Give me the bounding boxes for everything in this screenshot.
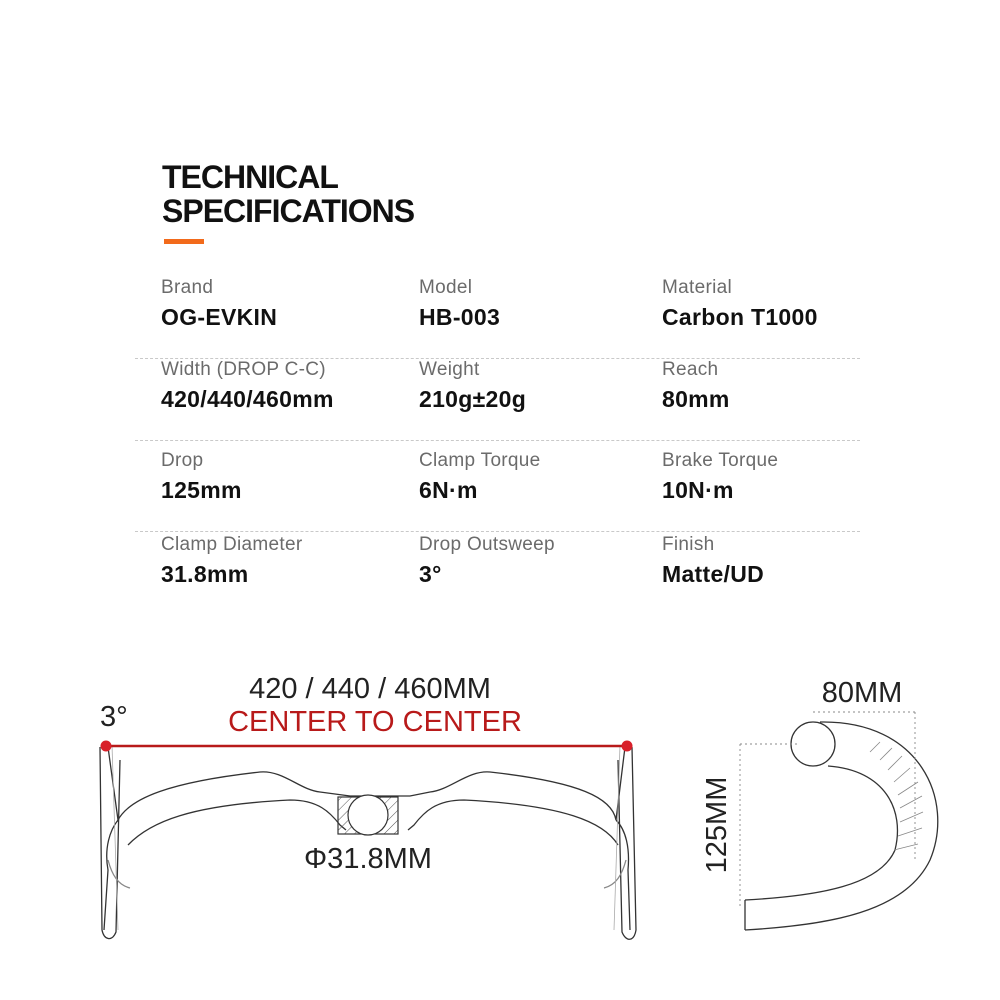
spec-model [419, 277, 500, 331]
spec-clamp-diameter [161, 534, 302, 588]
row-divider [135, 440, 860, 441]
spec-weight [419, 359, 526, 413]
spec-label: Brand [161, 277, 214, 298]
spec-label: Reach [662, 359, 719, 380]
right-center-point [622, 741, 633, 752]
spec-label: Drop Outsweep [419, 534, 555, 555]
outsweep-angle-label: 3° [100, 701, 128, 733]
spec-label: Width (DROP C-C) [161, 359, 326, 380]
spec-brand [161, 277, 277, 331]
title-line-1: TECHNICAL [162, 159, 338, 195]
spec-drop-outsweep [419, 534, 555, 588]
spec-row-3 [135, 450, 860, 532]
spec-value: 31.8mm [161, 561, 249, 587]
spec-row-1 [135, 277, 860, 359]
spec-value: 3° [419, 561, 442, 587]
accent-bar [164, 239, 204, 244]
spec-value: Matte/UD [662, 561, 765, 587]
spec-label: Finish [662, 534, 715, 555]
page-title [162, 160, 414, 228]
spec-label: Weight [419, 359, 480, 380]
spec-value: 210g±20g [419, 386, 527, 412]
spec-value: 125mm [161, 477, 242, 503]
spec-value: 6N·m [419, 477, 478, 503]
spec-brake-torque [662, 450, 778, 504]
spec-value: HB-003 [419, 304, 501, 330]
spec-reach [662, 359, 730, 413]
spec-value: 10N·m [662, 477, 734, 503]
spec-label: Clamp Torque [419, 450, 541, 471]
spec-label: Model [419, 277, 473, 298]
spec-value: OG-EVKIN [161, 304, 278, 330]
center-to-center-line [101, 741, 633, 752]
spec-width [161, 359, 334, 413]
spec-row-2 [135, 359, 860, 441]
spec-label: Drop [161, 450, 204, 471]
center-to-center-label: CENTER TO CENTER [228, 706, 522, 738]
spec-row-4 [135, 534, 860, 616]
side-dimension-lines [740, 712, 915, 906]
handlebar-side-view [745, 722, 938, 930]
spec-value: Carbon T1000 [662, 304, 818, 330]
clamp-diameter-label: Φ31.8MM [304, 843, 432, 875]
left-center-point [101, 741, 112, 752]
title-line-2: SPECIFICATIONS [162, 193, 415, 229]
spec-finish [662, 534, 764, 588]
spec-label: Brake Torque [662, 450, 779, 471]
clamp-cross-section [338, 795, 398, 835]
row-divider [135, 531, 860, 532]
spec-clamp-torque [419, 450, 541, 504]
spec-label: Clamp Diameter [161, 534, 303, 555]
handlebar-dimension-diagram [0, 640, 1000, 1000]
spec-value: 80mm [662, 386, 730, 412]
spec-label: Material [662, 277, 732, 298]
spec-value: 420/440/460mm [161, 386, 334, 412]
spec-drop [161, 450, 242, 504]
width-dimension-label: 420 / 440 / 460MM [249, 673, 491, 705]
reach-dimension-label: 80MM [821, 677, 903, 709]
spec-material [662, 277, 818, 331]
drop-dimension-label: 125MM [701, 776, 733, 874]
